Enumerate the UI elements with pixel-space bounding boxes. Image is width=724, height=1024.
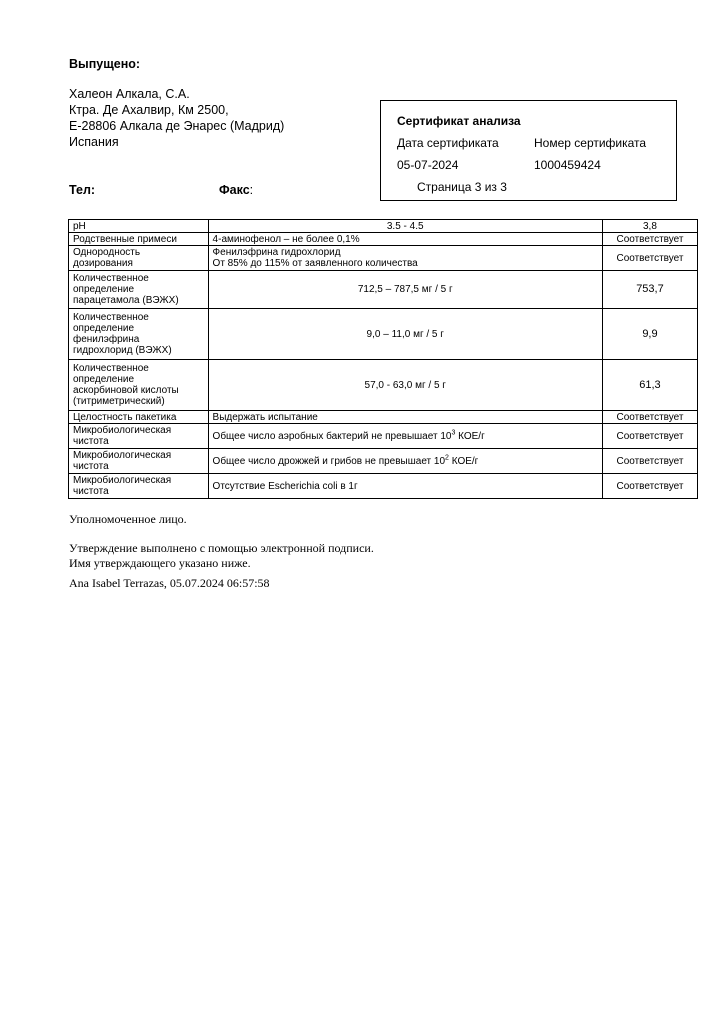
test-name [69,246,209,271]
fax-colon: : [249,183,254,197]
result-value: Соответствует [602,474,697,499]
specification-line: От 85% до 115% от заявленного количества [212,258,418,269]
specification-exponent: 3 [451,429,456,437]
table-row [69,271,698,309]
table-row [69,246,698,271]
result-value: 753,7 [602,271,697,309]
test-name-line: Микробиологическая [73,425,172,436]
table-row [69,220,698,233]
specification: 4-аминофенол – не более 0,1% [208,233,602,246]
test-name [69,360,209,411]
result-value: Соответствует [602,424,697,449]
issuer-name: Халеон Алкала, С.А. [69,87,190,101]
test-name-line: гидрохлорид (ВЭЖХ) [73,345,172,356]
approver-note: Имя утверждающего указано ниже. [69,556,251,570]
test-name-line: чистота [73,486,109,497]
test-name-line: определение [73,323,135,334]
test-name: Целостность пакетика [69,411,209,424]
test-name-line: Количественное [73,273,149,284]
specification-text: Общее число дрожжей и грибов не превышает 10 [212,455,446,467]
test-name-line: Количественное [73,363,149,374]
certificate-date-value: 05-07-2024 [397,158,459,172]
specification: Выдержать испытание [208,411,602,424]
test-name-line: (титриметрический) [73,396,165,407]
electronic-signature: Ana Isabel Terrazas, 05.07.2024 06:57:58 [69,576,270,590]
authorized-person: Уполномоченное лицо. [69,512,187,526]
test-name-line: чистота [73,436,109,447]
specification-text: Общее число аэробных бактерий не превышает 10 [212,430,452,442]
specification: Отсутствие Escherichia coli в 1г [208,474,602,499]
specification-exponent: 2 [445,454,449,462]
page-number: Страница 3 из 3 [417,180,507,194]
tel-label: Тел: [69,183,96,197]
test-name-line: чистота [73,461,109,472]
specification [208,424,602,449]
certificate-box [380,100,677,201]
test-name: Родственные примеси [69,233,209,246]
results-table [68,219,698,499]
certificate-date-label: Дата сертификата [397,136,499,150]
test-name-line: Однородность [73,247,141,258]
issuer-address [69,86,284,150]
specification [208,246,602,271]
specification: 57,0 - 63,0 мг / 5 г [208,360,602,411]
certificate-title: Сертификат анализа [397,114,521,128]
certificate-number-label: Номер сертификата [534,136,647,150]
table-row [69,233,698,246]
table-row [69,360,698,411]
certificate-number-value: 1000459424 [534,158,601,172]
test-name-line: Микробиологическая [73,475,172,486]
result-value: Соответствует [602,233,697,246]
test-name-line: парацетамола (ВЭЖХ) [73,295,179,306]
test-name [69,449,209,474]
test-name [69,424,209,449]
table-row [69,309,698,360]
result-value: Соответствует [602,246,697,271]
result-value: 3,8 [602,220,697,233]
test-name-line: Количественное [73,312,149,323]
test-name-line: дозирования [73,258,133,269]
issuer-street: Ктра. Де Ахалвир, Км 2500, [69,103,229,117]
result-value: Соответствует [602,449,697,474]
table-row [69,474,698,499]
issuer-country: Испания [69,135,119,149]
specification-line: Фенилэфрина гидрохлорид [212,247,341,258]
approval-note: Утверждение выполнено с помощью электронной подписи. [69,541,374,555]
result-value: 9,9 [602,309,697,360]
issued-by-heading: Выпущено: [69,57,141,71]
result-value: 61,3 [602,360,697,411]
issuer-city: E-28806 Алкала де Энарес (Мадрид) [69,119,285,133]
test-name-line: фенилэфрина [73,334,140,345]
table-row [69,411,698,424]
test-name [69,271,209,309]
fax-label-text: Факс [219,183,250,197]
specification: 712,5 – 787,5 мг / 5 г [208,271,602,309]
test-name-line: аскорбиновой кислоты [73,385,179,396]
specification-unit: КОЕ/г [455,430,485,442]
specification [208,449,602,474]
test-name [69,474,209,499]
test-name [69,309,209,360]
fax-label [219,183,253,197]
result-value: Соответствует [602,411,697,424]
specification-unit: КОЕ/г [448,455,479,467]
table-row [69,424,698,449]
test-name: pH [69,220,209,233]
test-name-line: Микробиологическая [73,450,172,461]
specification: 3.5 - 4.5 [208,220,602,233]
test-name-line: определение [73,284,135,295]
test-name-line: определение [73,374,135,385]
specification: 9,0 – 11,0 мг / 5 г [208,309,602,360]
table-row [69,449,698,474]
